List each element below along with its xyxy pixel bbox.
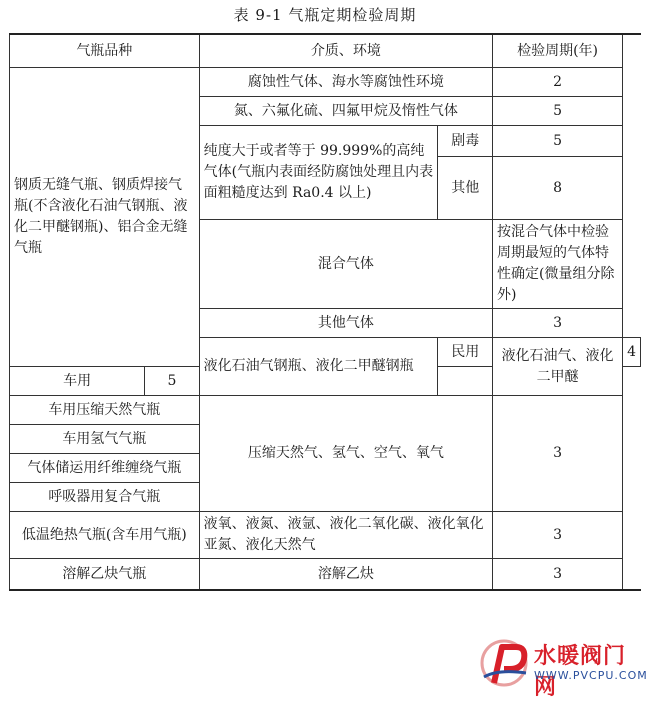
period-cell: 5 (493, 97, 623, 126)
site-watermark (476, 633, 648, 700)
sub-cell: 民用 (438, 338, 493, 367)
medium-cell: 纯度大于或者等于 99.999%的高纯气体(气瓶内表面经防腐蚀处理且内表面粗糙度达到 Ra0.4 以上) (199, 126, 438, 220)
period-cell: 4 (623, 338, 641, 367)
type-cell: 液化石油气钢瓶、液化二甲醚钢瓶 (199, 338, 438, 396)
sub-cell: 其他 (438, 157, 493, 220)
period-cell: 5 (493, 126, 623, 157)
medium-cell: 混合气体 (199, 220, 492, 309)
type-cell: 车用氢气气瓶 (10, 425, 200, 454)
period-cell: 5 (145, 367, 199, 396)
type-cell: 气体储运用纤维缠绕气瓶 (10, 454, 200, 483)
site-logo-icon (476, 633, 532, 691)
header-row (10, 34, 641, 68)
table-row (10, 396, 641, 425)
medium-cell: 压缩天然气、氢气、空气、氧气 (199, 396, 492, 512)
table-row (10, 68, 641, 97)
period-cell: 2 (493, 68, 623, 97)
medium-cell: 溶解乙炔 (199, 559, 492, 591)
table-row (10, 559, 641, 591)
period-cell: 按混合气体中检验周期最短的气体特性确定(微量组分除外) (493, 220, 623, 309)
table-row (10, 512, 641, 559)
medium-cell: 腐蚀性气体、海水等腐蚀性环境 (199, 68, 492, 97)
watermark-name: 水暖阀门网 (534, 644, 627, 700)
period-cell: 3 (493, 396, 623, 512)
inspection-period-table (9, 33, 641, 591)
watermark-url: WWW.PVCPU.COM (534, 669, 648, 682)
header-period: 检验周期(年) (493, 34, 623, 68)
medium-cell: 液化石油气、液化二甲醚 (493, 338, 623, 396)
header-medium: 介质、环境 (199, 34, 492, 68)
sub-cell: 剧毒 (438, 126, 493, 157)
period-cell: 3 (493, 559, 623, 591)
medium-cell: 氮、六氟化硫、四氟甲烷及惰性气体 (199, 97, 492, 126)
type-cell: 溶解乙炔气瓶 (10, 559, 200, 591)
type-cell: 车用压缩天然气瓶 (10, 396, 200, 425)
period-cell: 3 (493, 309, 623, 338)
type-cell: 呼吸器用复合气瓶 (10, 483, 200, 512)
medium-cell: 其他气体 (199, 309, 492, 338)
period-cell: 3 (493, 512, 623, 559)
steel-group-cell: 钢质无缝气瓶、钢质焊接气瓶(不含液化石油气钢瓶、液化二甲醚钢瓶)、铝合金无缝气瓶 (10, 68, 200, 367)
medium-cell: 液氧、液氮、液氩、液化二氧化碳、液化氧化亚氮、液化天然气 (199, 512, 492, 559)
table-title: 表 9-1 气瓶定期检验周期 (233, 6, 417, 24)
type-cell: 低温绝热气瓶(含车用气瓶) (10, 512, 200, 559)
header-type: 气瓶品种 (10, 34, 200, 68)
period-cell: 8 (493, 157, 623, 220)
sub-cell: 车用 (10, 367, 145, 396)
